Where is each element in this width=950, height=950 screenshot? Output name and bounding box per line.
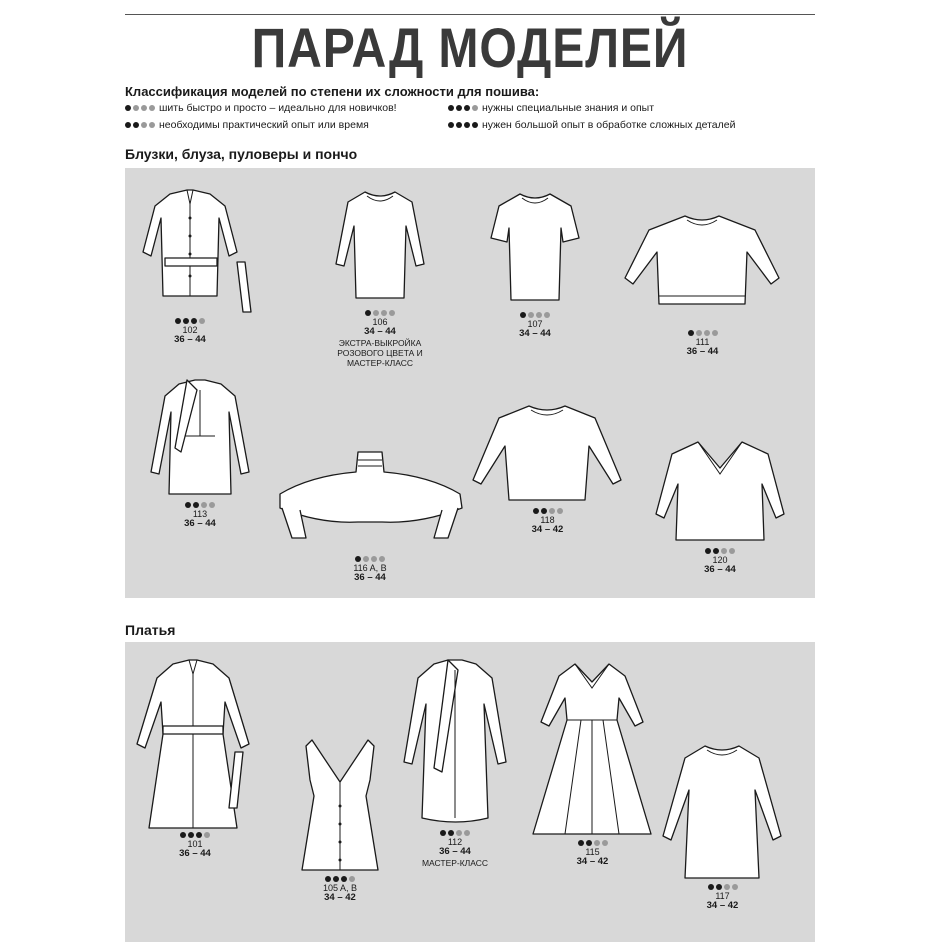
blouse-tie-sketch-icon [135, 376, 265, 500]
difficulty-dots [655, 884, 790, 890]
model-card-115[interactable] [525, 658, 660, 867]
flared-dress-sketch-icon [525, 658, 660, 838]
model-card-111[interactable] [615, 208, 790, 357]
sweatshirt-sketch-icon [615, 208, 790, 328]
difficulty-dots [448, 122, 478, 128]
section-heading-blouses: Блузки, блуза, пуловеры и пончо [125, 146, 358, 162]
difficulty-dots [125, 105, 155, 111]
panel-dresses [125, 642, 815, 942]
model-caption [125, 832, 265, 859]
legend-text: нужны специальные знания и опыт [482, 102, 655, 114]
model-note: МАСТЕР-КЛАСС [421, 858, 489, 868]
model-sizes: 34 – 42 [324, 892, 356, 903]
model-card-107[interactable] [475, 188, 595, 339]
model-note: ЭКСТРА-ВЫКРОЙКА РОЗОВОГО ЦВЕТА И МАСТЕР-КЛАСС [337, 338, 423, 368]
model-caption [475, 312, 595, 339]
difficulty-dots [615, 330, 790, 336]
model-caption [650, 548, 790, 575]
model-caption [125, 318, 255, 345]
sheath-dress-sketch-icon [655, 740, 790, 882]
difficulty-dots [475, 312, 595, 318]
model-card-120[interactable] [650, 438, 790, 575]
model-number: 111 [695, 337, 710, 347]
model-card-117[interactable] [655, 740, 790, 911]
difficulty-dots [390, 830, 520, 836]
tie-neck-dress-sketch-icon [390, 658, 520, 828]
model-number: 116 A, B [353, 563, 387, 573]
legend-item-2 [125, 119, 369, 131]
shirt-dress-sketch-icon [125, 658, 265, 830]
model-number: 112 [447, 837, 463, 847]
model-number: 118 [540, 515, 555, 525]
model-sizes: 36 – 44 [174, 334, 206, 345]
model-number: 102 [182, 325, 198, 335]
model-sizes: 34 – 44 [364, 326, 396, 337]
difficulty-dots [290, 876, 390, 882]
difficulty-dots [270, 556, 470, 562]
difficulty-dots [125, 318, 255, 324]
difficulty-dots [125, 832, 265, 838]
model-caption [290, 876, 390, 903]
difficulty-dots [448, 105, 478, 111]
model-number: 120 [712, 555, 728, 565]
model-card-106[interactable] [320, 186, 440, 368]
model-number: 105 A, B [322, 883, 358, 893]
model-sizes: 36 – 44 [704, 564, 736, 575]
model-card-112[interactable] [390, 658, 520, 868]
page-title: ПАРАД МОДЕЛЕЙ [251, 16, 689, 79]
model-sizes: 36 – 44 [354, 572, 386, 583]
model-caption [135, 502, 265, 529]
model-sizes: 34 – 42 [576, 856, 609, 867]
model-number: 113 [192, 509, 208, 519]
legend-text: шить быстро и просто – идеально для новичков! [159, 102, 397, 114]
legend-title: Классификация моделей по степени их сложности для пошива: [125, 84, 540, 99]
model-sizes: 36 – 44 [179, 848, 211, 859]
legend-item-3 [448, 102, 654, 114]
model-caption [655, 884, 790, 911]
difficulty-dots [465, 508, 630, 514]
model-number: 115 [585, 847, 600, 857]
difficulty-dots [135, 502, 265, 508]
model-caption [615, 330, 790, 357]
top-rule [125, 14, 815, 15]
model-sizes: 36 – 44 [439, 846, 471, 857]
model-card-105[interactable] [290, 736, 390, 903]
model-number: 107 [527, 319, 543, 329]
model-sizes: 34 – 44 [519, 328, 551, 339]
difficulty-dots [650, 548, 790, 554]
vneck-blouse-sketch-icon [650, 438, 790, 546]
shirt-sketch-icon [125, 188, 255, 316]
pinafore-dress-sketch-icon [290, 736, 390, 874]
panel-blouses [125, 168, 815, 598]
legend-item-4 [448, 119, 735, 131]
model-caption [320, 310, 440, 368]
difficulty-dots [125, 122, 155, 128]
model-sizes: 36 – 44 [184, 518, 216, 529]
section-heading-dresses: Платья [125, 622, 176, 638]
model-number: 117 [715, 891, 730, 901]
legend-text: необходимы практический опыт или время [159, 119, 369, 131]
poncho-sketch-icon [270, 446, 470, 554]
model-card-116[interactable] [270, 446, 470, 583]
model-card-102[interactable] [125, 188, 255, 345]
difficulty-dots [320, 310, 440, 316]
model-sizes: 34 – 42 [531, 524, 564, 535]
model-caption [525, 840, 660, 867]
model-number: 101 [187, 839, 203, 849]
tshirt-sketch-icon [475, 188, 595, 310]
model-sizes: 36 – 44 [686, 346, 719, 357]
model-card-101[interactable] [125, 658, 265, 859]
model-card-113[interactable] [135, 376, 265, 529]
top-sketch-icon [320, 186, 440, 308]
model-sizes: 34 – 42 [706, 900, 739, 911]
legend-text: нужен большой опыт в обработке сложных деталей [482, 119, 736, 131]
legend-item-1 [125, 102, 397, 114]
model-caption [390, 830, 520, 868]
model-card-118[interactable] [465, 400, 630, 535]
difficulty-dots [525, 840, 660, 846]
model-caption [270, 556, 470, 583]
model-caption [465, 508, 630, 535]
model-number: 106 [372, 317, 388, 327]
sweater-sketch-icon [465, 400, 630, 506]
